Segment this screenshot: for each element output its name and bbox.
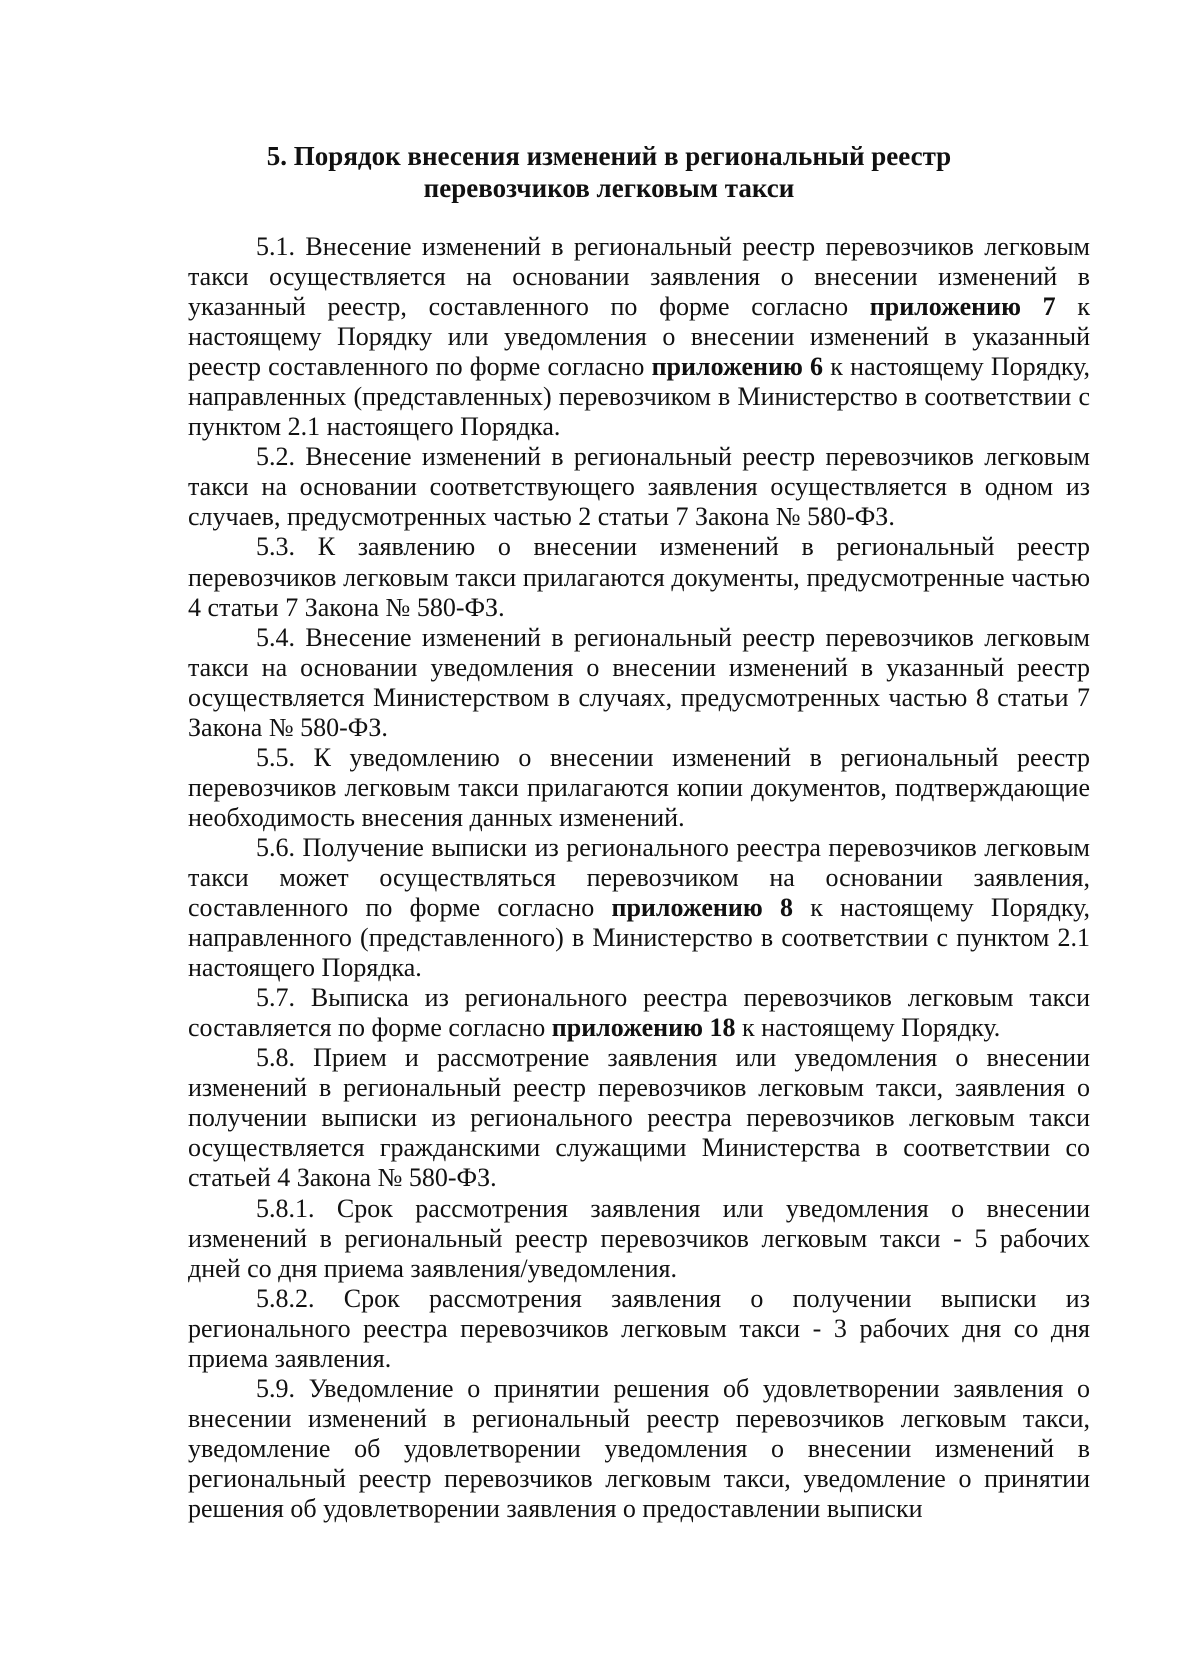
paragraph-text: к настоящему Порядку, направленных (представленных) перевозчиком в Министерство в соответствии с пунктом 2.1 настоящего Порядка. xyxy=(188,352,1091,442)
paragraph-5-1 xyxy=(188,232,1090,442)
appendix-reference: приложению 8 xyxy=(611,893,793,923)
paragraph-text: 5.7. Выписка из регионального реестра перевозчиков легковым такси составляется по форме согласно xyxy=(188,983,1090,1043)
paragraph-5-8-1: 5.8.1. Срок рассмотрения заявления или уведомления о внесении изменений в региональный реестр перевозчиков легковым такси - 5 рабочих дней со дня приема заявления/уведомления. xyxy=(188,1193,1090,1283)
document-body xyxy=(188,232,1090,1524)
heading-line-2: перевозчиков легковым такси xyxy=(423,173,795,203)
appendix-reference: приложению 7 xyxy=(869,292,1056,322)
appendix-reference: приложению 18 xyxy=(551,1013,736,1043)
appendix-reference: приложению 6 xyxy=(651,352,824,382)
paragraph-text: 5.6. Получение выписки из регионального реестра перевозчиков легковым такси может осуществляться перевозчиком на основании заявления, составленного по форме согласно xyxy=(188,832,1090,923)
paragraph-5-5: 5.5. К уведомлению о внесении изменений в региональный реестр перевозчиков легковым такси прилагаются копии документов, подтверждающие необходимость внесения данных изменений. xyxy=(188,742,1090,832)
paragraph-5-2: 5.2. Внесение изменений в региональный реестр перевозчиков легковым такси на основании соответствующего заявления осуществляется в одном из случаев, предусмотренных частью 2 статьи 7 Закона № 580-ФЗ. xyxy=(188,442,1090,532)
paragraph-5-7 xyxy=(188,983,1090,1043)
paragraph-5-8: 5.8. Прием и рассмотрение заявления или уведомления о внесении изменений в региональный реестр перевозчиков легковым такси, заявления о получении выписки из регионального реестра перевозчиков легковым такси осуществляется гражданскими служащими Министерства в соответствии со статьей 4 Закона № 580-ФЗ. xyxy=(188,1043,1090,1193)
section-heading xyxy=(180,140,1038,204)
heading-line-1: 5. Порядок внесения изменений в региональный реестр xyxy=(266,141,952,171)
paragraph-text: 5.1. Внесение изменений в региональный реестр перевозчиков легковым такси осуществляется на основании заявления о внесении изменений в указанный реестр, составленного по форме согласно xyxy=(188,232,1090,322)
paragraph-text: к настоящему Порядку или уведомления о внесении изменений в указанный реестр составленного по форме согласно xyxy=(188,292,1090,382)
paragraph-5-8-2: 5.8.2. Срок рассмотрения заявления о получении выписки из регионального реестра перевозчиков легковым такси - 3 рабочих дня со дня приема заявления. xyxy=(188,1283,1090,1373)
paragraph-5-9: 5.9. Уведомление о принятии решения об удовлетворении заявления о внесении изменений в региональный реестр перевозчиков легковым такси, уведомление об удовлетворении уведомления о внесении изменений в региональный реестр перевозчиков легковым такси, уведомление о принятии решения об удовлетворении заявления о предоставлении выписки xyxy=(188,1373,1090,1523)
paragraph-text: к настоящему Порядку, направленного (представленного) в Министерство в соответствии с пунктом 2.1 настоящего Порядка. xyxy=(188,893,1090,983)
paragraph-text: к настоящему Порядку. xyxy=(735,1013,1001,1043)
paragraph-5-4: 5.4. Внесение изменений в региональный реестр перевозчиков легковым такси на основании уведомления о внесении изменений в указанный реестр осуществляется Министерством в случаях, предусмотренных частью 8 статьи 7 Закона № 580-ФЗ. xyxy=(188,622,1090,742)
paragraph-5-6 xyxy=(188,833,1090,983)
paragraph-5-3: 5.3. К заявлению о внесении изменений в региональный реестр перевозчиков легковым такси прилагаются документы, предусмотренные частью 4 статьи 7 Закона № 580-ФЗ. xyxy=(188,532,1090,622)
